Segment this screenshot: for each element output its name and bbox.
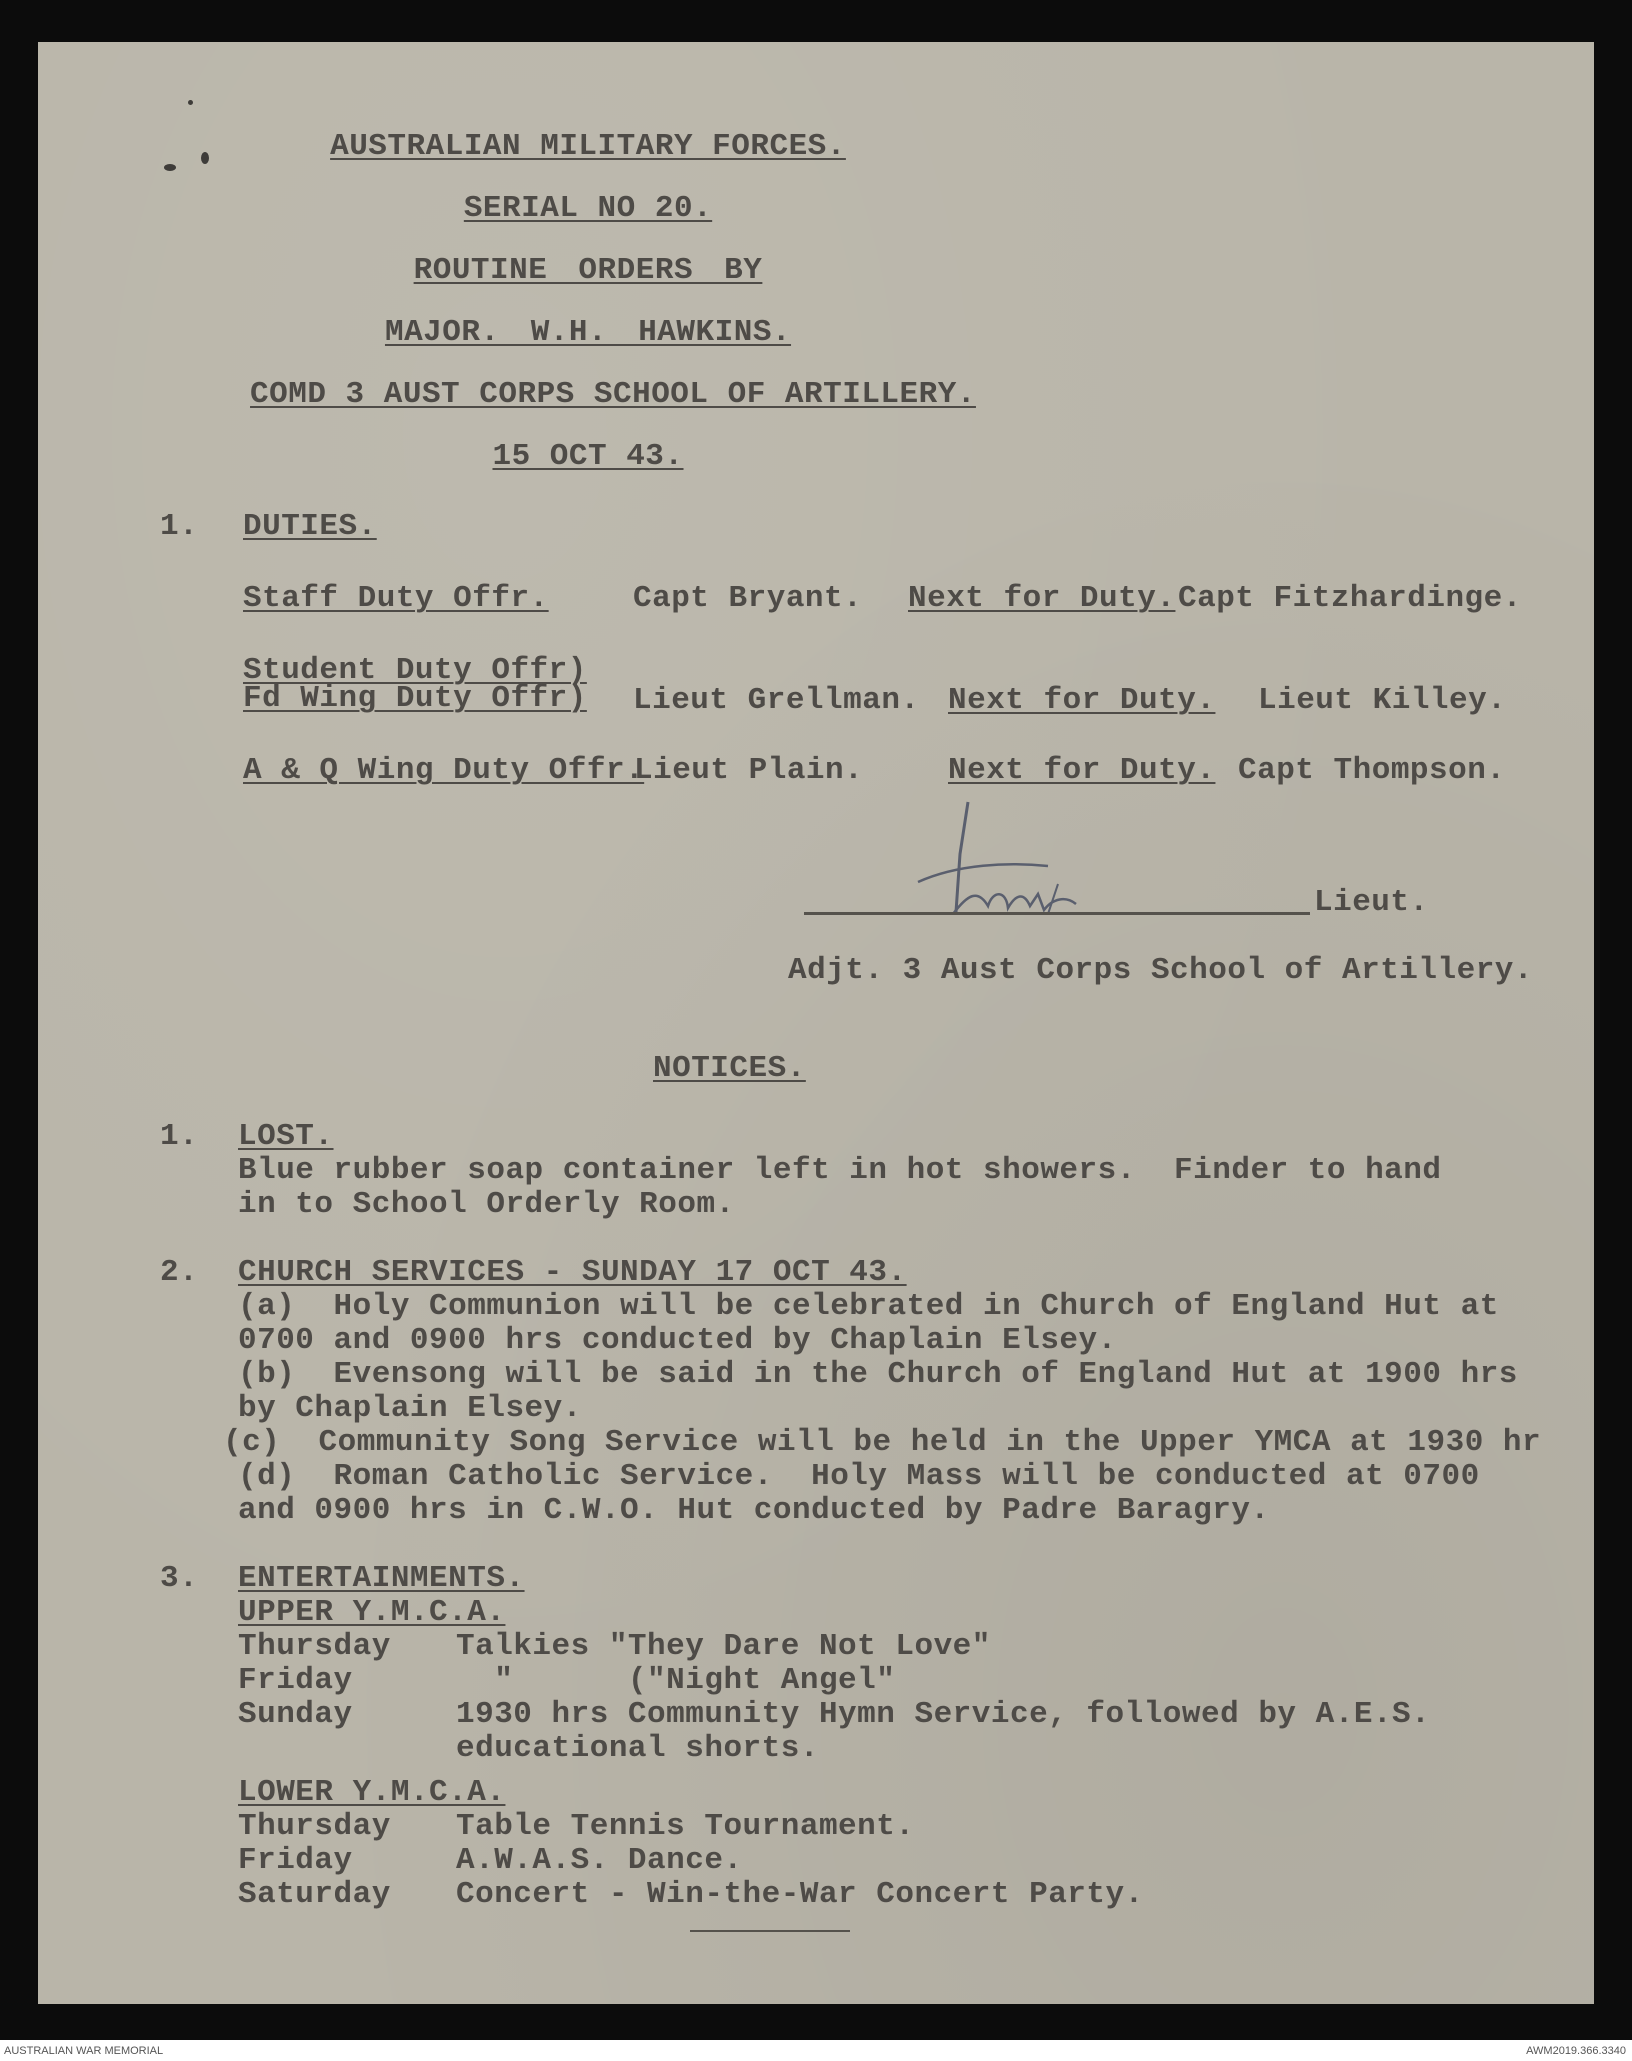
schedule-event: Concert - Win-the-War Concert Party. <box>456 1877 1144 1912</box>
schedule-event: A.W.A.S. Dance. <box>456 1843 743 1878</box>
duties-number: 1. <box>160 509 199 544</box>
header-line-2: SERIAL NO 20. <box>463 191 713 226</box>
schedule-event: Talkies "They Dare Not Love" <box>456 1629 991 1664</box>
schedule-day: Saturday <box>238 1877 391 1912</box>
archive-footer <box>0 2040 1632 2061</box>
venue-heading-lower: LOWER Y.M.C.A. <box>238 1775 506 1810</box>
notice-number: 2. <box>160 1255 199 1290</box>
header-line-1: AUSTRALIAN MILITARY FORCES. <box>330 129 846 164</box>
document-page <box>38 42 1594 2004</box>
venue-heading-upper: UPPER Y.M.C.A. <box>238 1595 506 1630</box>
notice-line: (a) Holy Communion will be celebrated in Church of England Hut at <box>238 1289 1499 1324</box>
duty-officer: Lieut Grellman. <box>633 683 920 718</box>
footer-institution: AUSTRALIAN WAR MEMORIAL <box>4 2045 164 2057</box>
notice-line: 0700 and 0900 hrs conducted by Chaplain Elsey. <box>238 1323 1117 1358</box>
notice-line: in to School Orderly Room. <box>238 1187 735 1222</box>
notice-heading: LOST. <box>238 1119 334 1154</box>
schedule-event: " ("Night Angel" <box>456 1663 896 1698</box>
schedule-day: Friday <box>238 1843 353 1878</box>
duty-role: Student Duty Offr) <box>243 653 587 688</box>
notice-line: (b) Evensong will be said in the Church of England Hut at 1900 hrs <box>238 1357 1518 1392</box>
notice-number: 3. <box>160 1561 199 1596</box>
duty-role-secondary: Fd Wing Duty Offr) <box>243 681 587 716</box>
duty-officer: Capt Bryant. <box>633 581 863 616</box>
next-for-duty-label: Next for Duty. <box>908 581 1176 616</box>
notice-heading: ENTERTAINMENTS. <box>238 1561 525 1596</box>
notice-line: and 0900 hrs in C.W.O. Hut conducted by Padre Baragry. <box>238 1493 1270 1528</box>
punch-mark <box>188 100 193 105</box>
signature-rank: Lieut. <box>1314 885 1429 920</box>
header-line-3: ROUTINE ORDERS BY <box>413 253 763 288</box>
footer-reference: AWM2019.366.3340 <box>1526 2045 1626 2057</box>
schedule-day: Thursday <box>238 1629 391 1664</box>
next-duty-officer: Lieut Killey. <box>1258 683 1507 718</box>
notice-line: Blue rubber soap container left in hot showers. Finder to hand <box>238 1153 1442 1188</box>
header-date: 15 OCT 43. <box>492 439 684 474</box>
duties-heading: DUTIES. <box>243 509 377 544</box>
schedule-day: Sunday <box>238 1697 353 1732</box>
schedule-day: Friday <box>238 1663 353 1698</box>
schedule-event: educational shorts. <box>456 1731 819 1766</box>
punch-mark <box>164 164 176 171</box>
next-for-duty-label: Next for Duty. <box>948 683 1216 718</box>
signature-title: Adjt. 3 Aust Corps School of Artillery. <box>788 953 1534 988</box>
notices-heading: NOTICES. <box>653 1051 806 1086</box>
header-line-4: MAJOR. W.H. HAWKINS. <box>384 315 792 350</box>
header-line-5: COMD 3 AUST CORPS SCHOOL OF ARTILLERY. <box>250 377 976 412</box>
notice-line: (c) Community Song Service will be held in the Upper YMCA at 1930 hr <box>223 1425 1542 1460</box>
next-duty-officer: Capt Fitzhardinge. <box>1178 581 1522 616</box>
schedule-event: 1930 hrs Community Hymn Service, followed by A.E.S. <box>456 1697 1431 1732</box>
next-for-duty-label: Next for Duty. <box>948 753 1216 788</box>
duty-role: A & Q Wing Duty Offr. <box>243 753 645 788</box>
notice-line: (d) Roman Catholic Service. Holy Mass will be conducted at 0700 <box>238 1459 1480 1494</box>
duty-officer: Lieut Plain. <box>634 753 864 788</box>
signature-line <box>804 912 1310 915</box>
closing-rule <box>690 1930 850 1932</box>
schedule-day: Thursday <box>238 1809 391 1844</box>
duty-role: Staff Duty Offr. <box>243 581 549 616</box>
notice-line: by Chaplain Elsey. <box>238 1391 582 1426</box>
next-duty-officer: Capt Thompson. <box>1238 753 1506 788</box>
notice-number: 1. <box>160 1119 199 1154</box>
schedule-event: Table Tennis Tournament. <box>456 1809 915 1844</box>
notice-heading: CHURCH SERVICES - SUNDAY 17 OCT 43. <box>238 1255 907 1290</box>
handwritten-signature <box>898 794 1178 924</box>
